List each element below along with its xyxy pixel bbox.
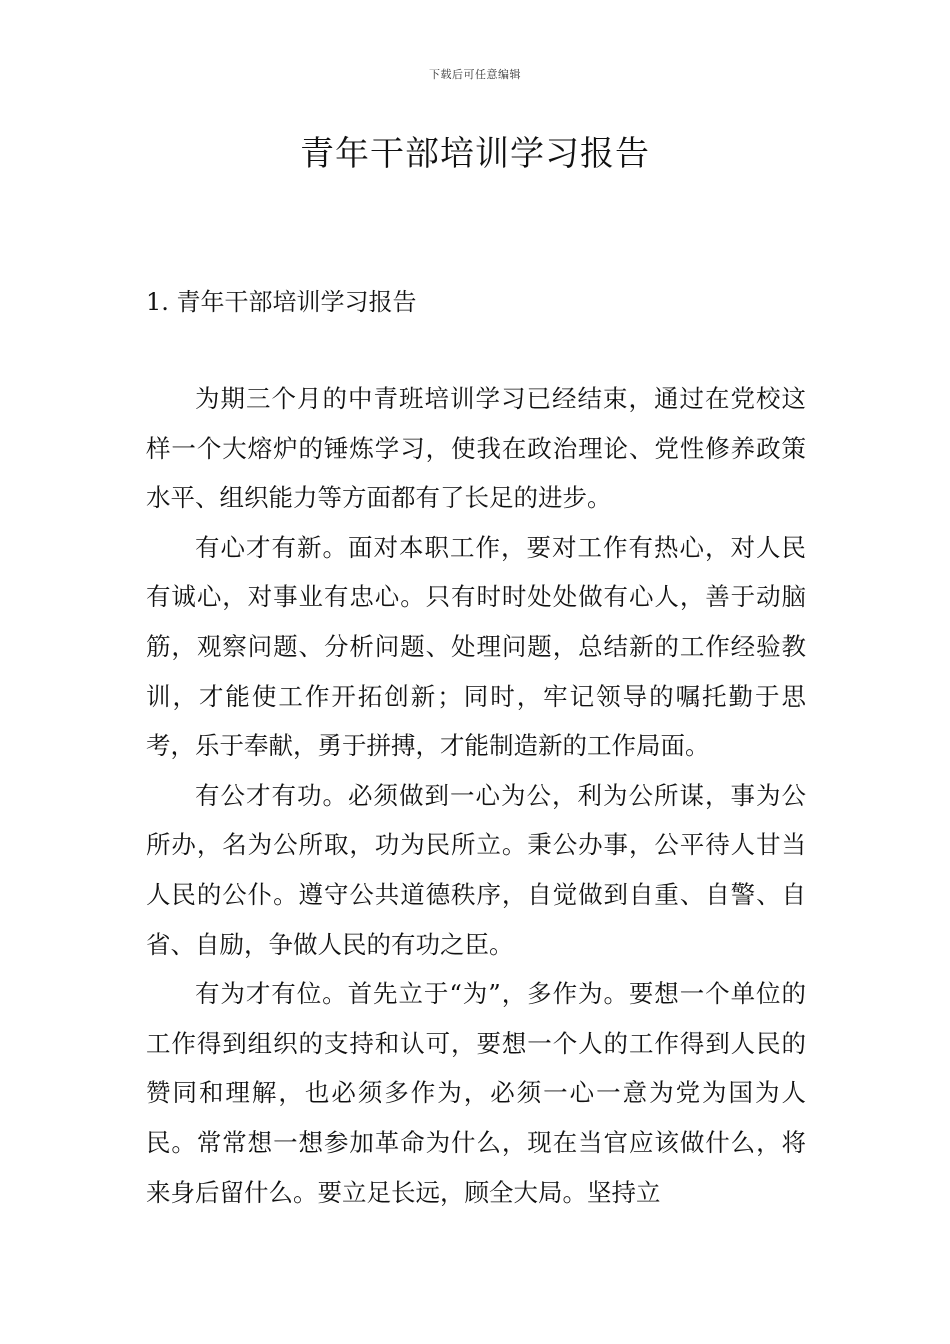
body-paragraph: 有公才有功。必须做到一心为公，利为公所谋，事为公所办，名为公所取，功为民所立。秉公办事，公平待人甘当人民的公仆。遵守公共道德秩序，自觉做到自重、自警、自省、自励，争做人民的有功之臣。 <box>146 780 806 959</box>
section-heading: 1. 青年干部培训学习报告 <box>146 288 417 316</box>
document-body <box>146 374 806 1217</box>
document-title: 青年干部培训学习报告 <box>300 134 650 174</box>
body-paragraph: 为期三个月的中青班培训学习已经结束，通过在党校这样一个大熔炉的锤炼学习，使我在政治理论、党性修养政策水平、组织能力等方面都有了长足的进步。 <box>146 384 806 513</box>
header-note: 下载后可任意编辑 <box>429 68 521 81</box>
body-paragraph: 有为才有位。首先立于“为”，多作为。要想一个单位的工作得到组织的支持和认可，要想一个人的工作得到人民的赞同和理解，也必须多作为，必须一心一意为党为国为人民。常常想一想参加革命为什么，现在当官应该做什么，将来身后留什么。要立足长远，顾全大局。坚持立 <box>146 979 806 1207</box>
body-paragraph: 有心才有新。面对本职工作，要对工作有热心，对人民有诚心，对事业有忠心。只有时时处处做有心人，善于动脑筋，观察问题、分析问题、处理问题，总结新的工作经验教训，才能使工作开拓创新；同时，牢记领导的嘱托勤于思考，乐于奉献，勇于拼搏，才能制造新的工作局面。 <box>146 532 806 761</box>
